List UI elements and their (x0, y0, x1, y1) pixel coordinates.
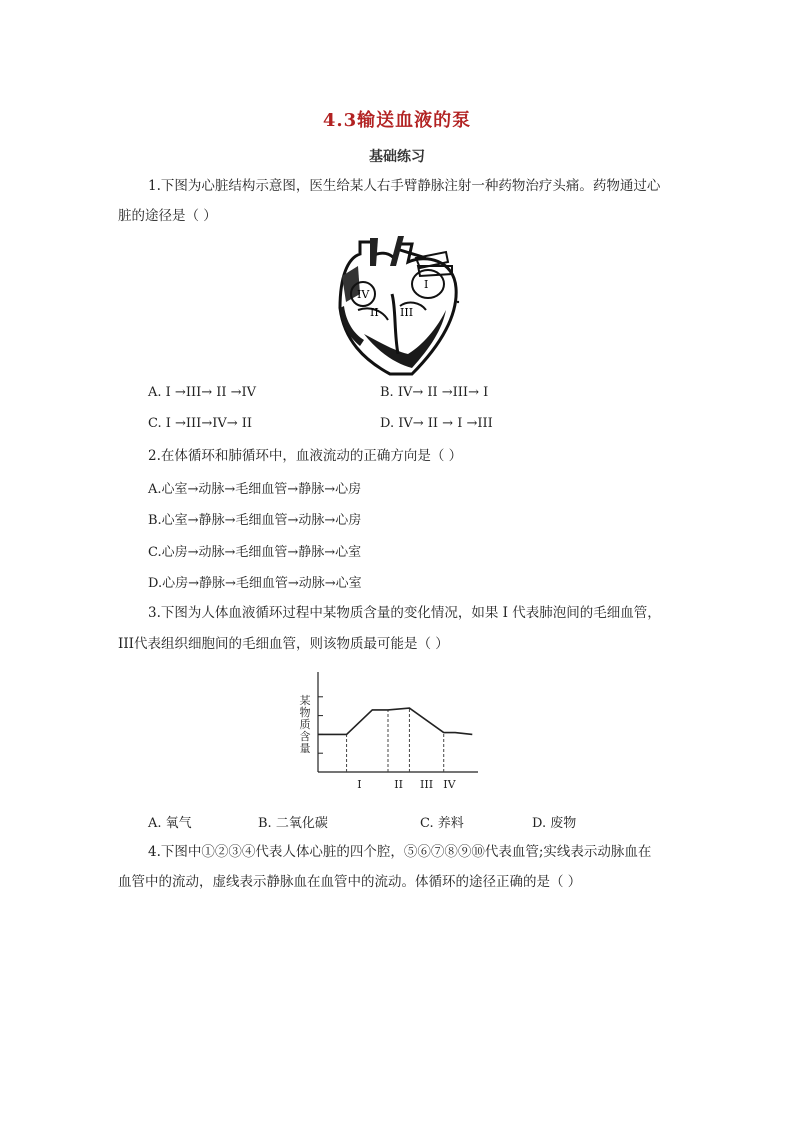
y-axis-label (300, 693, 311, 755)
q3-stem-line2: III代表组织细胞间的毛细血管，则该物质最可能是（ ） (118, 636, 449, 652)
label-chamber-iv: IV (357, 288, 370, 301)
x-tick-label-iv: IV (443, 778, 456, 791)
q1-option-a: A. I →III→ II →IV (148, 385, 257, 400)
x-tick-label-ii: II (394, 778, 403, 791)
section-heading: 基础练习 (369, 149, 425, 165)
series-line (318, 708, 472, 734)
q2-option-c: C.心房→动脉→毛细血管→静脉→心室 (148, 545, 362, 560)
chart-axes (318, 672, 478, 772)
chart-tick-labels (357, 778, 456, 791)
q3-option-b: B. 二氧化碳 (258, 816, 328, 831)
y-axis-label-char: 量 (299, 742, 311, 755)
q3-option-a: A. 氧气 (148, 816, 192, 831)
x-tick-label-i: I (357, 778, 362, 791)
q3-option-d: D. 废物 (532, 816, 577, 831)
y-axis-label-char: 质 (299, 718, 311, 731)
y-axis-label-char: 某 (299, 694, 311, 707)
label-chamber-ii: II (370, 306, 379, 319)
q2-option-b: B.心室→静脉→毛细血管→动脉→心房 (148, 513, 362, 528)
y-axis-label-char: 物 (299, 706, 311, 719)
q3-option-c: C. 养料 (420, 816, 464, 831)
q2-option-a: A.心室→动脉→毛细血管→静脉→心房 (148, 482, 362, 497)
label-chamber-i: I (424, 278, 429, 291)
q1-stem-line1: 1.下图为心脏结构示意图，医生给某人右手臂静脉注射一种药物治疗头痛。药物通过心 (148, 178, 661, 194)
label-chamber-iii: III (400, 306, 414, 319)
heart-structure-diagram (330, 236, 466, 378)
q3-stem-line1: 3.下图为人体血液循环过程中某物质含量的变化情况，如果 I 代表肺泡间的毛细血管， (148, 605, 661, 621)
q1-stem-line2: 脏的途径是（ ） (118, 208, 217, 224)
chart-dashed-guides (347, 708, 444, 772)
q4-stem-line2: 血管中的流动，虚线表示静脉血在血管中的流动。体循环的途径正确的是（ ） (118, 874, 582, 890)
page-title: 4.3输送血液的泵 (322, 110, 472, 131)
q2-stem: 2.在体循环和肺循环中，血液流动的正确方向是（ ） (148, 448, 463, 464)
q2-option-d: D.心房→静脉→毛细血管→动脉→心室 (148, 576, 362, 591)
substance-content-chart (296, 668, 486, 794)
x-tick-label-iii: III (420, 778, 434, 791)
q4-stem-line1: 4.下图中①②③④代表人体心脏的四个腔，⑤⑥⑦⑧⑨⑩代表血管;实线表示动脉血在 (148, 844, 652, 860)
q1-option-d: D. IV→ II → I →III (380, 416, 493, 431)
q1-option-c: C. I →III→IV→ II (148, 416, 253, 431)
q1-option-b: B. IV→ II →III→ I (380, 385, 489, 400)
y-axis-label-char: 含 (299, 730, 311, 743)
